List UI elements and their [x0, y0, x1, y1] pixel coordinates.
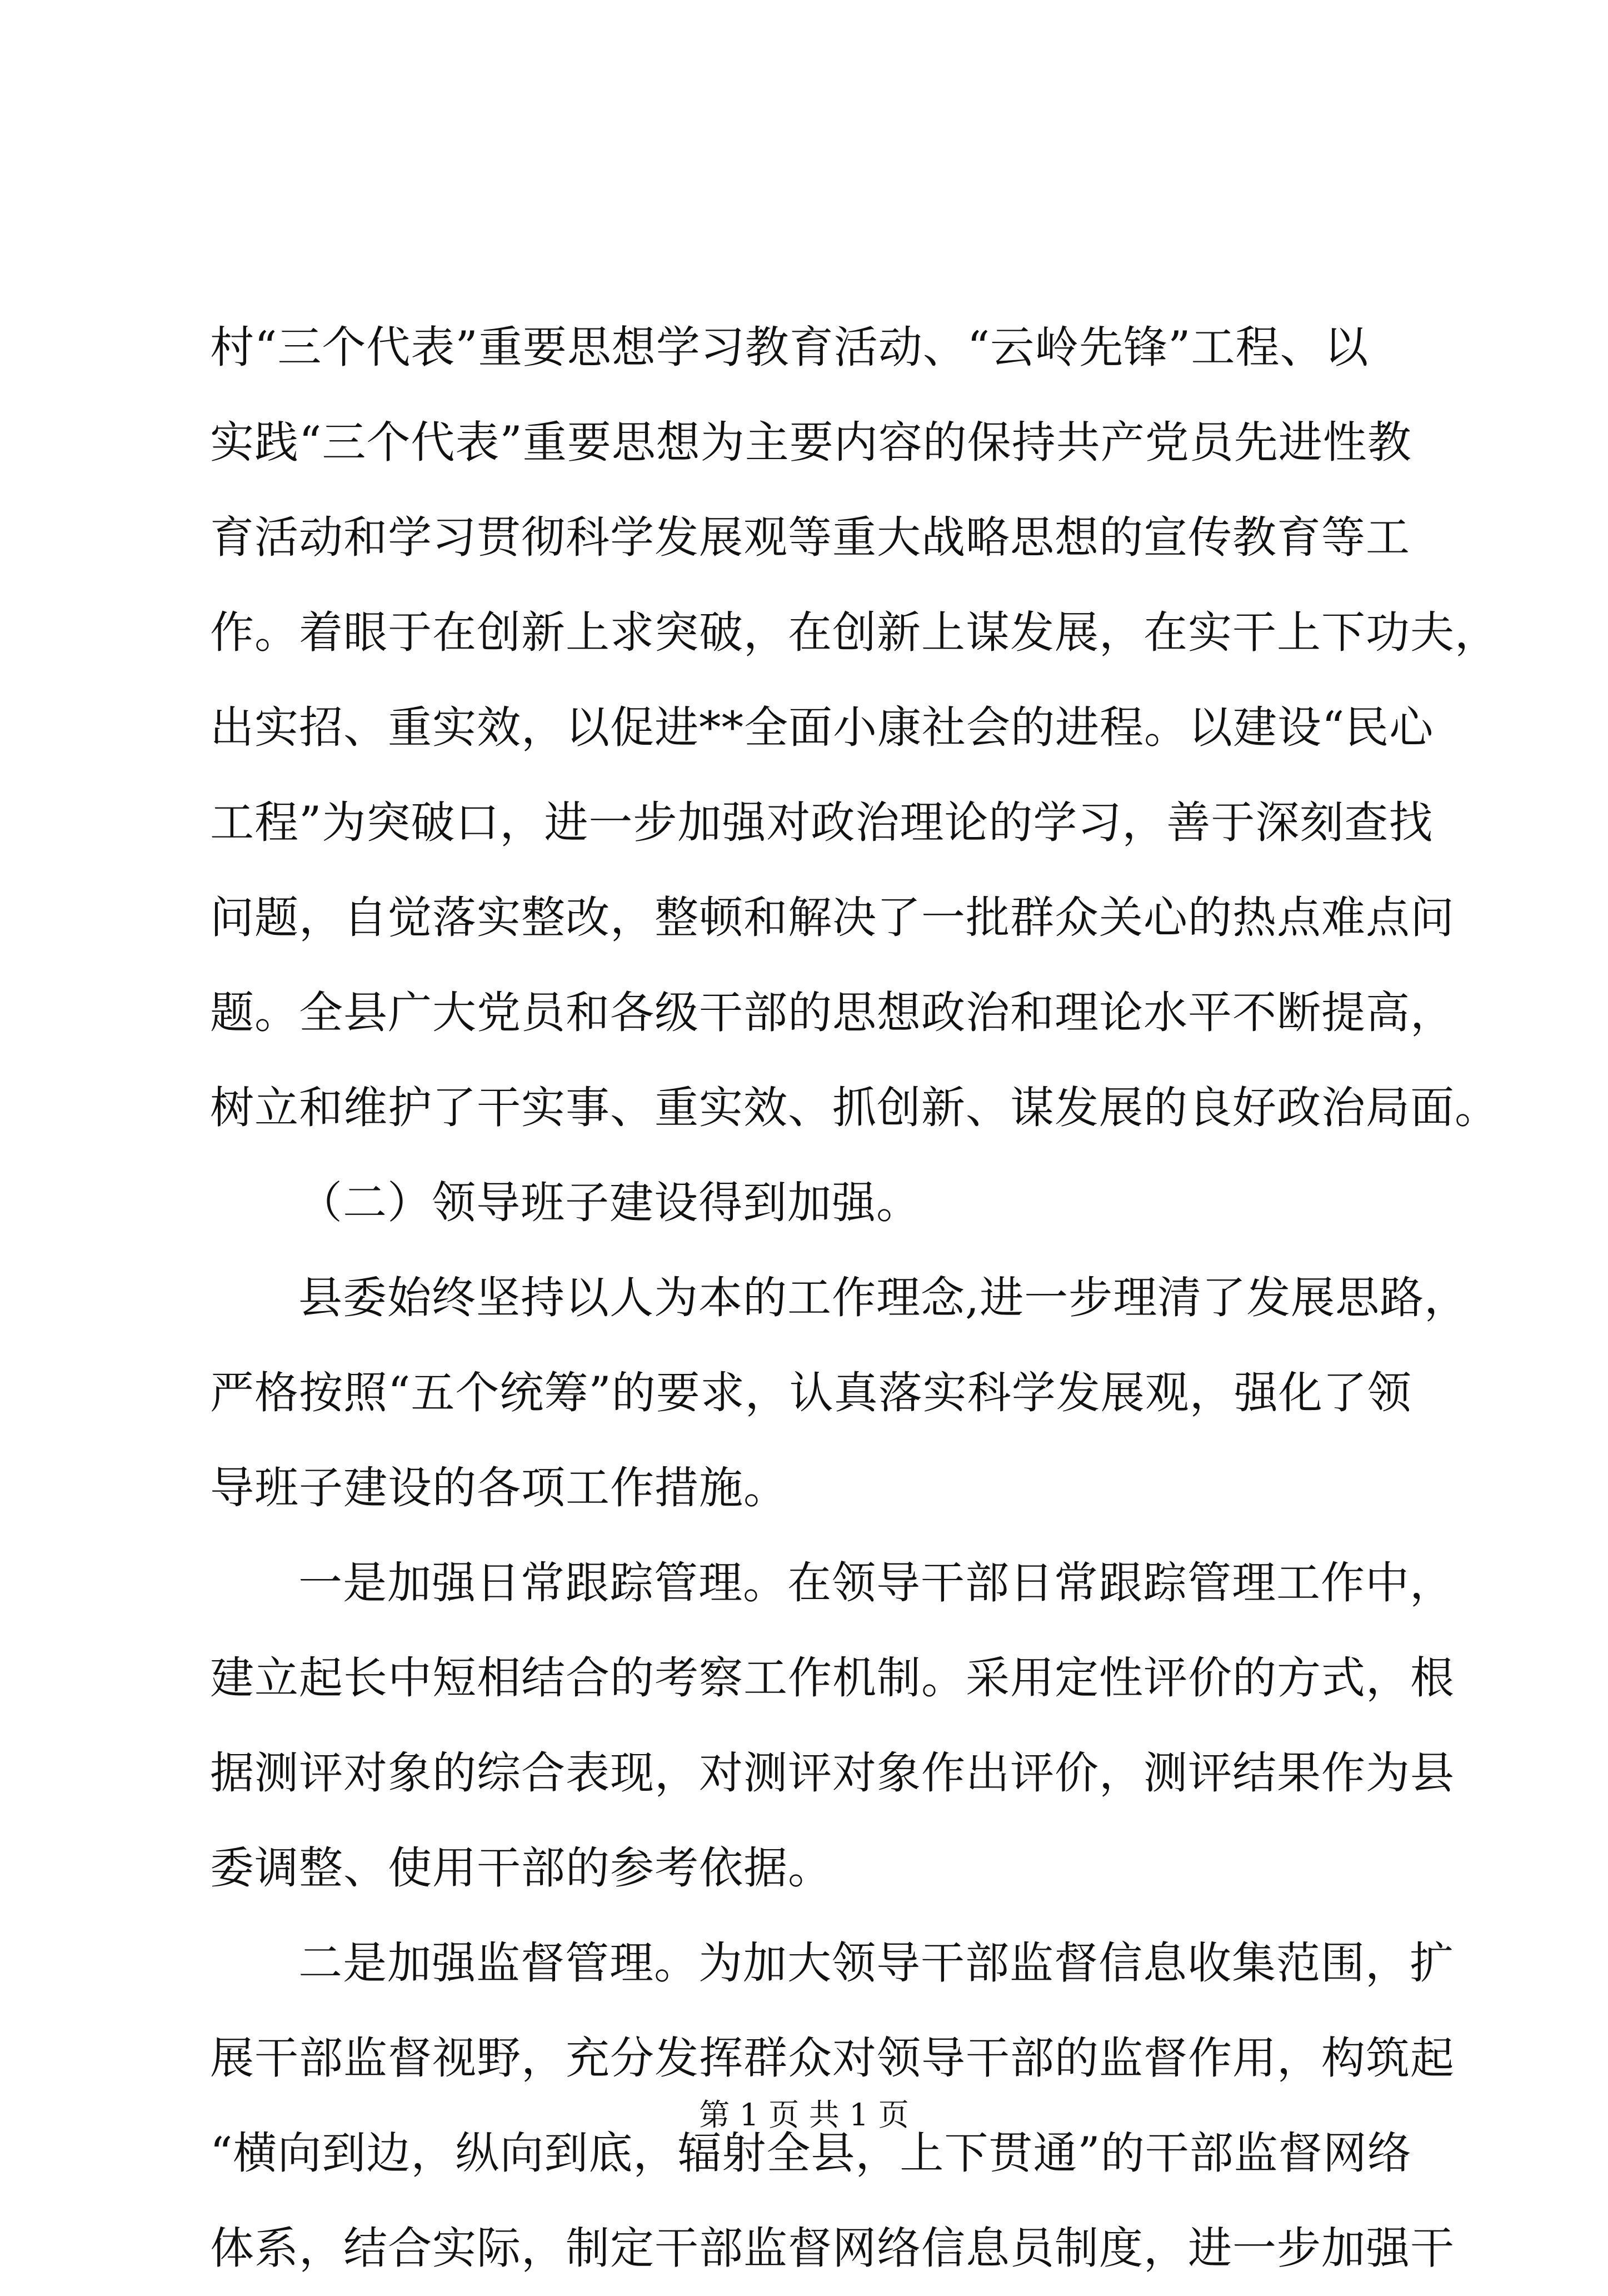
text-line: 二是加强监督管理。为加大领导干部监督信息收集范围，扩 — [298, 1938, 1454, 1989]
text-line: 县委始终坚持以人为本的工作理念,进一步理清了发展思路， — [298, 1272, 1469, 1323]
text-line: 导班子建设的各项工作措施。 — [210, 1462, 788, 1513]
text-line: 建立起长中短相结合的考察工作机制。采用定性评价的方式，根 — [210, 1652, 1455, 1704]
text-line: 委调整、使用干部的参考依据。 — [210, 1842, 832, 1894]
section-heading: （二）领导班子建设得到加强。 — [298, 1177, 921, 1228]
text-line: 展干部监督视野，充分发挥群众对领导干部的监督作用，构筑起 — [210, 2033, 1455, 2084]
text-line: “横向到边，纵向到底，辐射全县，上下贯通”的干部监督网络 — [210, 2128, 1412, 2179]
text-line: 体系，结合实际，制定干部监督网络信息员制度，进一步加强干 — [210, 2223, 1455, 2274]
text-line: 实践“三个代表”重要思想为主要内容的保持共产党员先进性教 — [210, 417, 1412, 468]
text-line: 一是加强日常跟踪管理。在领导干部日常跟踪管理工作中， — [298, 1557, 1454, 1608]
document-body — [210, 300, 1499, 2296]
text-line: 严格按照“五个统筹”的要求，认真落实科学发展观，强化了领 — [210, 1367, 1412, 1418]
text-line: 育活动和学习贯彻科学发展观等重大战略思想的宣传教育等工 — [210, 512, 1410, 563]
text-line: 出实招、重实效，以促进**全面小康社会的进程。以建设“民心 — [210, 702, 1434, 753]
text-line: 问题，自觉落实整改，整顿和解决了一批群众关心的热点难点问 — [210, 892, 1455, 943]
text-line: 题。全县广大党员和各级干部的思想政治和理论水平不断提高， — [210, 987, 1455, 1038]
text-line: 工程”为突破口，进一步加强对政治理论的学习，善于深刻查找 — [210, 797, 1434, 848]
text-line: 村“三个代表”重要思想学习教育活动、“云岭先锋”工程、以 — [210, 322, 1369, 373]
text-line: 据测评对象的综合表现，对测评对象作出评价，测评结果作为县 — [210, 1747, 1455, 1799]
text-line: 作。着眼于在创新上求突破，在创新上谋发展，在实干上下功夫， — [210, 607, 1499, 658]
page-footer: 第 1 页 共 1 页 — [699, 2097, 909, 2133]
text-line: 树立和维护了干实事、重实效、抓创新、谋发展的良好政治局面。 — [210, 1082, 1499, 1133]
